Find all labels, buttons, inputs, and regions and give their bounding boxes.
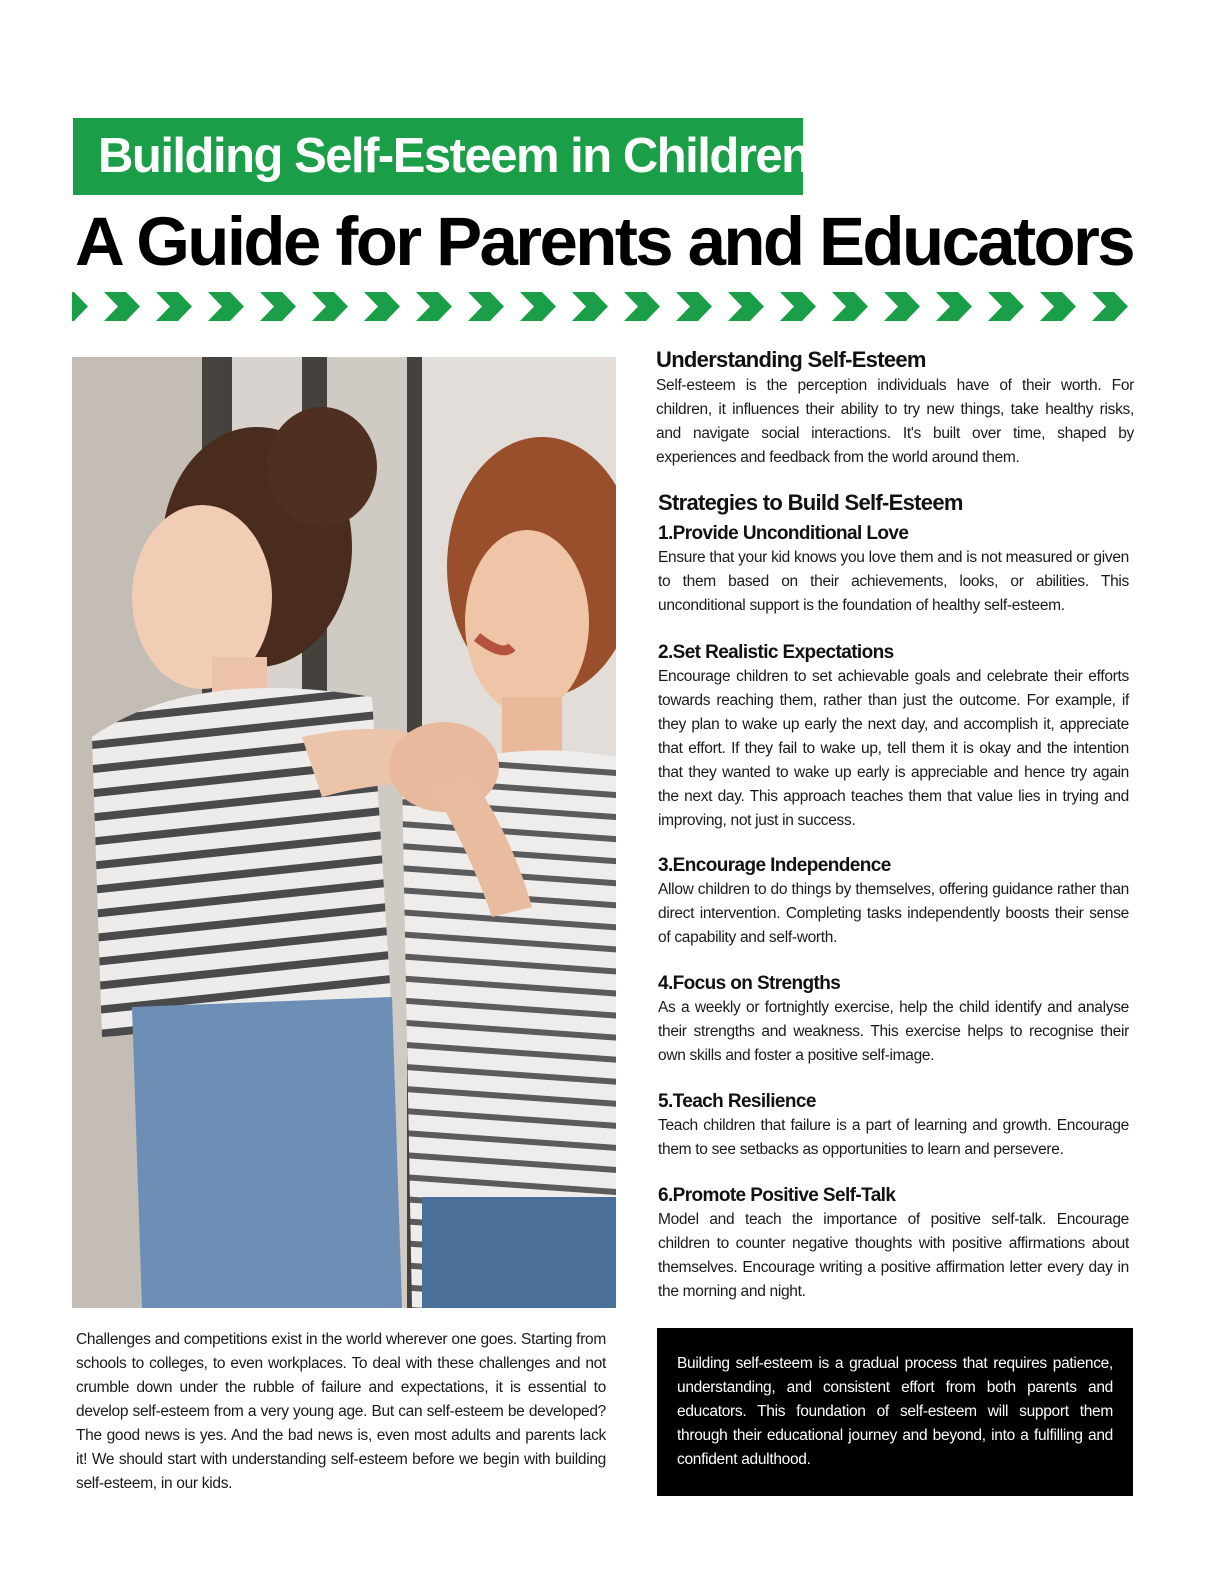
strategy-body: Allow children to do things by themselves, offering guidance rather than direct intervention. Completing tasks independently boosts their sense of capability and self-worth. xyxy=(658,881,1129,946)
strategy-title: 5.Teach Resilience xyxy=(658,1091,816,1112)
callout-text: Building self-esteem is a gradual process that requires patience, understanding, and consistent effort from both parents and educators. This foundation of self-esteem will support them through their educational journey and beyond, into a fulfilling and confident adulthood. xyxy=(677,1355,1113,1468)
understanding-section xyxy=(656,346,1134,470)
strategy-item xyxy=(658,641,1129,833)
strategy-item xyxy=(658,1090,1129,1162)
page-title: A Guide for Parents and Educators xyxy=(75,203,1134,280)
understanding-heading: Understanding Self-Esteem xyxy=(656,347,926,372)
strategy-title: 6.Promote Positive Self-Talk xyxy=(658,1185,896,1206)
strategy-title: 1.Provide Unconditional Love xyxy=(658,523,909,544)
photo-of-mother-and-daughter-dancing-icon xyxy=(72,357,616,1308)
strategy-item xyxy=(658,1184,1129,1304)
strategy-body: Model and teach the importance of positive self-talk. Encourage children to counter negative thoughts with positive affirmations about themselves. Encourage writing a positive affirmation letter every day in the morning and night. xyxy=(658,1211,1129,1300)
strategy-title: 3.Encourage Independence xyxy=(658,855,891,876)
strategies-heading: Strategies to Build Self-Esteem xyxy=(658,490,963,515)
banner-title: Building Self-Esteem in Children xyxy=(73,118,803,195)
strategy-body: Teach children that failure is a part of learning and growth. Encourage them to see setbacks as opportunities to learn and persevere. xyxy=(658,1117,1129,1158)
strategy-item xyxy=(658,522,1129,618)
strategy-title: 2.Set Realistic Expectations xyxy=(658,642,894,663)
strategy-title: 4.Focus on Strengths xyxy=(658,973,841,994)
strategy-body: Ensure that your kid knows you love them and is not measured or given to them based on their achievements, looks, or abilities. This unconditional support is the foundation of healthy self-esteem. xyxy=(658,549,1129,614)
strategy-item xyxy=(658,854,1129,950)
conclusion-callout xyxy=(657,1328,1133,1496)
strategies-section xyxy=(658,489,1129,517)
strategy-body: As a weekly or fortnightly exercise, help the child identify and analyse their strengths and weakness. This exercise helps to recognise their own skills and foster a positive self-image. xyxy=(658,999,1129,1064)
intro-paragraph: Challenges and competitions exist in the world wherever one goes. Starting from schools to colleges, to even workplaces. To deal with these challenges and not crumble down under the rubble of failure and expectations, it is essential to develop self-esteem from a very young age. But can self-esteem be developed? The good news is yes. And the bad news is, even most adults and parents lack it! We should start with understanding self-esteem before we begin with building self-esteem, in our kids. xyxy=(76,1331,606,1492)
hero-photo xyxy=(72,357,616,1308)
understanding-body: Self-esteem is the perception individuals have of their worth. For children, it influences their ability to try new things, take healthy risks, and navigate social interactions. It's built over time, shaped by experiences and feedback from the world around them. xyxy=(656,377,1134,466)
chevron-divider xyxy=(72,292,1133,321)
strategy-body: Encourage children to set achievable goals and celebrate their efforts towards reaching them, rather than just the outcome. For example, if they plan to wake up early the next day, and accomplish it, appreciate that effort. If they fail to wake up, tell them it is okay and the intention that they wanted to wake up early is appreciable and hence try again the next day. This approach teaches them that value lies in trying and improving, not just in success. xyxy=(658,668,1129,829)
strategy-item xyxy=(658,972,1129,1068)
